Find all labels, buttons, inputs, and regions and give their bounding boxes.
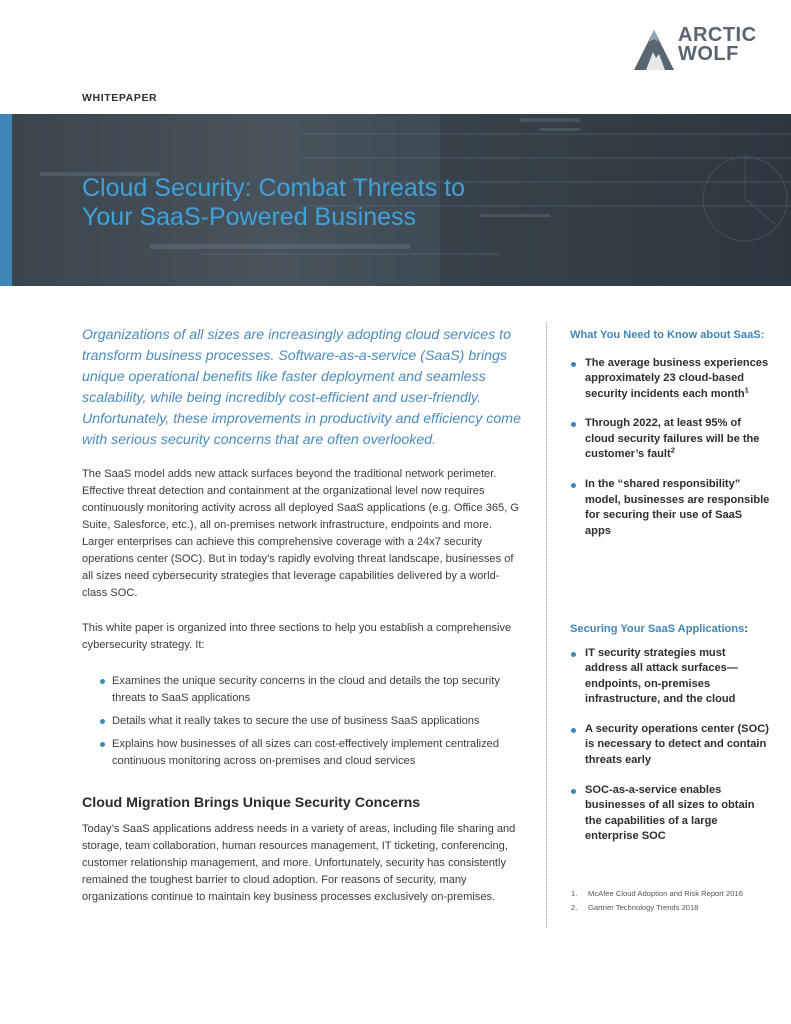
list-item: [82, 736, 524, 770]
hero-accent-stripe: [0, 114, 12, 286]
logo-wordmark: [678, 26, 757, 64]
bullet-dot: [100, 742, 105, 747]
list-item: [570, 416, 770, 463]
footnote: [571, 902, 771, 913]
bullet-dot: [100, 719, 105, 724]
footnote: [571, 888, 771, 899]
bullet-dot: [571, 422, 576, 427]
list-item: [570, 477, 770, 539]
bullet-dot: [571, 652, 576, 657]
list-item-text: Examines the unique security concerns in the cloud and details the top security threats to SaaS applications: [112, 675, 500, 704]
bullet-dot: [571, 362, 576, 367]
footnote-number: 2.: [571, 903, 578, 912]
logo-line-1: ARCTIC: [678, 24, 757, 46]
bullet-dot: [571, 789, 576, 794]
list-item-text: The average business experiences approximately 23 cloud-based security incidents each month: [585, 356, 769, 400]
sidebar-title: [570, 622, 770, 638]
main-column: [82, 325, 524, 906]
footnote-number: 1.: [571, 889, 578, 898]
title-line-1: Cloud Security: Combat Threats to: [82, 174, 466, 202]
logo-line-2: WOLF: [678, 43, 739, 65]
sections-list: [82, 673, 524, 770]
title-line-2: Your SaaS-Powered Business: [82, 203, 416, 231]
sidebar-title-colon: :: [744, 623, 748, 635]
arctic-wolf-logo: [632, 24, 757, 70]
list-item-text: Through 2022, at least 95% of cloud security failures will be the customer’s fault: [585, 417, 760, 461]
list-item: [570, 722, 770, 769]
list-item: [570, 356, 770, 403]
hero-banner: [0, 114, 791, 286]
footnotes: [571, 888, 771, 916]
footnote-ref: 2: [670, 445, 675, 455]
bullet-dot: [571, 728, 576, 733]
document-type-label: WHITEPAPER: [82, 92, 158, 104]
list-item: [570, 646, 770, 708]
section-heading: Cloud Migration Brings Unique Security Concerns: [82, 795, 421, 811]
list-item-text: A security operations center (SOC) is necessary to detect and contain threats early: [585, 722, 769, 767]
bullet-dot: [100, 679, 105, 684]
intro-paragraph: Organizations of all sizes are increasingly adopting cloud services to transform business processes. Software-as-a-service (SaaS) brings unique operational benefits like faster deployment and seamless scalability, while being incredibly cost-efficient and user-friendly. Unfortunately, these improvements in productivity and efficiency come with serious security concerns that are often overlooked.: [82, 327, 521, 448]
list-item-text: IT security strategies must address all attack surfaces—endpoints, on-premises infrastructure, and the cloud: [585, 646, 738, 706]
sidebar-list: [570, 356, 770, 540]
sidebar-securing-saas: [570, 622, 770, 859]
column-divider: [546, 323, 547, 928]
section-paragraph: Today’s SaaS applications address needs in a variety of areas, including file sharing and storage, team collaboration, human resources management, IT ticketing, conferencing, customer relationship management, and more. Unfortunately, security has consistently remained the toughest barrier to cloud adoption. For reasons of security, many organizations continue to maintain key business processes exclusively on-premises.: [82, 823, 516, 903]
sidebar-list: [570, 646, 770, 846]
sidebar-title-text: Securing Your SaaS Applications: [570, 623, 745, 635]
list-item-text: In the “shared responsibility” model, businesses are responsible for securing their use of SaaS apps: [585, 478, 770, 537]
page-title: [82, 174, 465, 232]
list-item: [570, 783, 770, 845]
footnote-text: Gartner Technology Trends 2018: [588, 903, 699, 912]
list-item: [82, 673, 524, 707]
sidebar-know-about-saas: [570, 328, 770, 553]
list-item-text: Details what it really takes to secure the use of business SaaS applications: [112, 715, 480, 727]
list-item-text: Explains how businesses of all sizes can cost-effectively implement centralized continuous monitoring across on-premises and cloud services: [112, 738, 500, 767]
bullet-dot: [571, 483, 576, 488]
body-paragraph-2: This white paper is organized into three sections to help you establish a comprehensive cybersecurity strategy. It:: [82, 622, 512, 651]
list-item: [82, 713, 524, 730]
list-item-text: SOC-as-a-service enables businesses of all sizes to obtain the capabilities of a large enterprise SOC: [585, 783, 755, 843]
body-paragraph-1: The SaaS model adds new attack surfaces beyond the traditional network perimeter. Effective threat detection and containment at the organizational level now requires continuously monitoring activity across all deployed SaaS applications (e.g. Office 365, G Suite, Salesforce, etc.), all on-premises network infrastructure, endpoints and more. Larger enterprises can achieve this comprehensive coverage with a 24x7 security operations center (SOC). But in today’s rapidly evolving threat landscape, businesses of all sizes need cybersecurity strategies that leverage capabilities delivered by a world-class SOC.: [82, 468, 520, 599]
sidebar-title: What You Need to Know about SaaS:: [570, 329, 765, 341]
footnote-ref: 1: [744, 385, 749, 394]
footnote-text: McAfee Cloud Adoption and Risk Report 2016: [588, 889, 743, 898]
wolf-mountain-icon: [632, 28, 676, 72]
